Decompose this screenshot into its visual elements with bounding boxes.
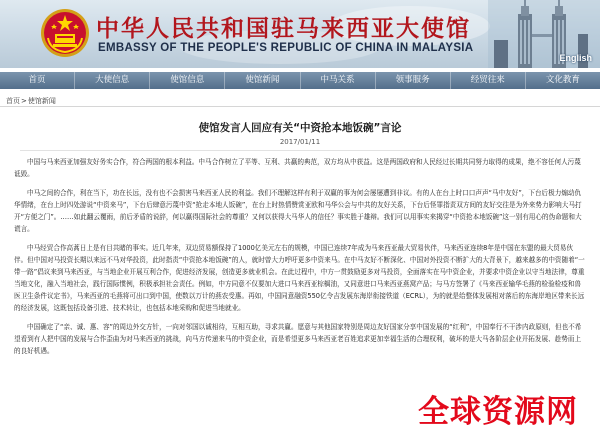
site-title-chinese: 中华人民共和国驻马来西亚大使馆 [96,16,471,42]
article-paragraph: 中国确定了“亲、诚、惠、容”的周边外交方针，一向对邻国以诚相待，互相互助，寻求共赢。愿意与其他国家特别是周边友好国家分享中国发展的“红利”，中国奉行不干涉内政原则，但也不希望看到有人把中国的发展与合作歪曲为对马来西亚的挑战，向马方传递来马的中资企业，而是希望更多马来西亚老百姓追求更加幸福生活的合理权利，破坏的是大马各阶层企业开拓发展、趁势而上的良好机遇。 [14,323,582,355]
nav-item-embassy-news[interactable]: 使馆新闻 [225,72,300,89]
article-paragraph: 中马之间的合作，利在当下，功在长远，没有也不会损害马来西亚人民的利益。我们不理解这样有利于双赢的事为何会屡屡遭到非议。有的人在台上时口口声声“马中友好”，下台后极力煽动仇华情绪，在台上时四处游说“中资来马”，下台后肆意污蔑中资“抢走本地人饭碗”，在台上时热情赞赏亚欧和马华公会与中共的友好关系，下台后怪罪指责双方间的友好交往是为外来势力影响大马打开“方便之门”。……如此翻云覆雨，前后矛盾的说辞，何以赢得国际社会的尊重？又何以获得大马华人的信任？事实胜于雄辩。我们可以用事实来揭穿“中资抢本地饭碗”这一别有用心的伪命题和大谎言。 [14,189,582,233]
breadcrumb-current-link[interactable]: 使馆新闻 [27,97,56,105]
english-language-link[interactable]: English [559,53,592,63]
breadcrumb [6,96,56,106]
site-header [0,0,600,68]
article-paragraph: 中国与马来西亚加强友好务实合作，符合两国的根本利益。中马合作树立了平等、互利、共赢的典范，双方均从中获益。这是两国政府和人民经过长期共同努力取得的成果，绝不容任何人污蔑诋毁。 [14,158,581,178]
nav-item-culture[interactable]: 文化教育 [545,75,580,85]
nav-item-relations[interactable]: 中马关系 [301,72,376,89]
national-emblem-icon [40,8,90,58]
main-navigation [0,72,600,89]
nav-item-home[interactable]: 首页 [0,72,75,89]
title-divider [20,150,580,151]
article-date: 2017/01/11 [279,138,321,146]
nav-item-embassy-info[interactable]: 使馆信息 [150,72,225,89]
article-title: 使馆发言人回应有关“中资抢本地饭碗”言论 [198,122,402,134]
nav-item-consular[interactable]: 领事服务 [376,72,451,89]
nav-item-trade[interactable]: 经贸往来 [451,72,526,89]
breadcrumb-divider [0,106,600,107]
watermark: 全球资源网 [418,394,578,430]
nav-item-ambassador[interactable]: 大使信息 [75,72,150,89]
article-body [14,156,586,364]
breadcrumb-home-link[interactable]: 首页 [6,97,20,105]
article-paragraph: 中马经贸合作高蒿日上是有目共睹的事实。近几年来，双边贸易额保持了1000亿美元左右的规模，中国已连续7年成为马来西亚最大贸易伙伴，马来西亚连续8年是中国在东盟的最大贸易伙伴。但中国对马投资长期以来远不马对华投资，此时指责“中资抢本地饭碗”的人，就时曾大力呼吁更多中资来马。在中马友好不断深化、中国对外投资不断扩大的大背景下，越来越多的中资随着“一带一路”倡议来到马来西亚，与当地企业开展互利合作，促进经济发展，创造更多就业机会。在此过程中，中方一贯鼓励更多对马投资，全面落实在马中资企业，并要求中资企业以守当地法律，尊重当地文化，融入当地社会，践行国际惯例，积极承担社会责任。例如，中方同意不仅要加大进口马来西亚棕榈油，又同意进口马来西亚燕窝产品；与马方签署了《马来西亚输华毛燕的检验检疫和兽医卫生条件议定书》，马来西亚的毛燕将可出口到中国，使数以万计的燕农受惠。再如，中国同意融资550亿令吉发展东海岸衔接铁道（ECRL），为的就是给整体发展相对落后的东海岸地区带来长远的经济发展，这既包括设备引进、技术转让，也包括本地采购和促进当地就业。 [14,244,585,312]
site-title-english: EMBASSY OF THE PEOPLE'S REPUBLIC OF CHINA IN MALAYSIA [98,42,474,54]
breadcrumb-separator: > [21,97,27,105]
